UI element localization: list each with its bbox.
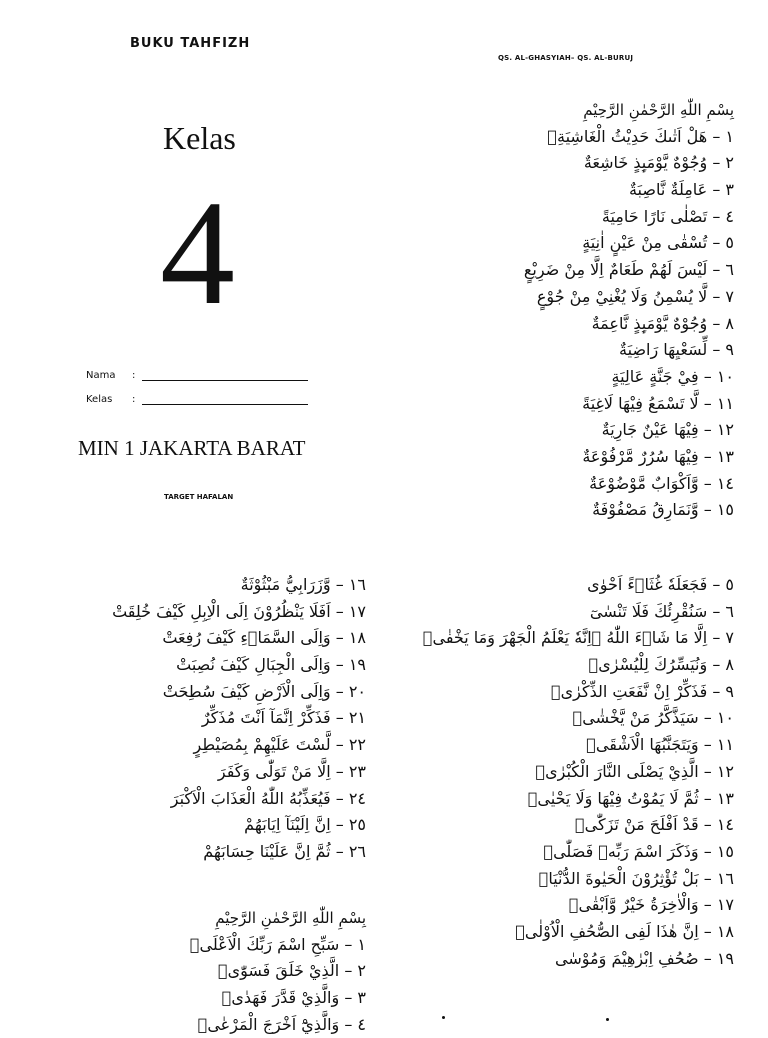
verse-line: ٣ – عَامِلَةٌ نَّاصِبَةٌ: [628, 180, 734, 200]
verse-line: ١ – هَلْ اَتٰىكَ حَدِيْثُ الْغَاشِيَةِۗ: [547, 126, 734, 146]
al-ghasyiah-part2-block: [26, 572, 366, 866]
verse-line: ١٧ – وَالْاٰخِرَةُ خَيْرٌ وَّاَبْقٰىۗ: [568, 895, 734, 915]
class-heading: Kelas: [163, 120, 236, 156]
verse-line: ٧ – اِلَّا مَا شَاۤءَ اللّٰهُ ۗاِنَّهٗ يَعْلَمُ الْجَهْرَ وَمَا يَخْفٰىۗ: [422, 628, 734, 648]
class-field-label: Kelas: [86, 394, 113, 405]
text-fragment-mark: [606, 1018, 609, 1021]
verse-line: ١٩ – صُحُفِ اِبْرٰهِيْمَ وَمُوْسٰى: [555, 948, 734, 968]
verse-line: ١٠ – فِيْ جَنَّةٍ عَالِيَةٍ: [611, 366, 734, 386]
verse-line: ٣ – وَالَّذِيْ قَدَّرَ فَهَدٰىۖ: [221, 988, 366, 1008]
verse-line: ٢٦ – ثُمَّ اِنَّ عَلَيْنَا حِسَابَهُمْ: [203, 841, 366, 861]
text-fragment-mark: [442, 1016, 445, 1019]
verse-line: ٥ – تُسْقٰى مِنْ عَيْنٍ اٰنِيَةٍ: [582, 233, 734, 253]
al-ala-part1-block: [26, 905, 366, 1038]
verse-line: ٩ – فَذَكِّرْ اِنْ نَّفَعَتِ الذِّكْرٰىۗ: [551, 681, 734, 701]
verse-line: ١٨ – اِنَّ هٰذَا لَفِى الصُّحُفِ الْاُوْلٰىۙ: [515, 921, 734, 941]
verse-line: ١٧ – اَفَلَا يَنْظُرُوْنَ اِلَى الْاِبِلِ كَيْفَ خُلِقَتْ: [112, 601, 366, 621]
class-blank-line[interactable]: [142, 394, 308, 405]
name-field-label: Nama: [86, 370, 116, 381]
field-colon: :: [132, 394, 136, 405]
field-colon: :: [132, 370, 136, 381]
verse-line: ٢ – وُجُوْهٌ يَّوْمَىِٕذٍ خَاشِعَةٌ: [583, 153, 734, 173]
verse-line: ١٤ – قَدْ اَفْلَحَ مَنْ تَزَكّٰىۙ: [575, 815, 734, 835]
basmalah: بِسْمِ اللّٰهِ الرَّحْمٰنِ الرَّحِيْمِ: [215, 909, 366, 927]
verse-line: ١٩ – وَاِلَى الْجِبَالِ كَيْفَ نُصِبَتْ: [176, 655, 366, 675]
verse-line: ٦ – سَنُقْرِئُكَ فَلَا تَنْسٰىٓ: [589, 601, 734, 621]
name-field-row: [86, 370, 308, 381]
name-blank-line[interactable]: [142, 370, 308, 381]
verse-line: ٢٤ – فَيُعَذِّبُهُ اللّٰهُ الْعَذَابَ الْاَكْبَرَ: [170, 788, 366, 808]
verse-list: [26, 572, 366, 866]
basmalah: بِسْمِ اللّٰهِ الرَّحْمٰنِ الرَّحِيْمِ: [583, 101, 734, 119]
book-title: BUKU TAHFIZH: [130, 36, 251, 51]
verse-line: ٦ – لَيْسَ لَهُمْ طَعَامٌ اِلَّا مِنْ ضَرِيْعٍ: [523, 260, 734, 280]
surah-range-header: QS. AL-GHASYIAH– QS. AL-BURUJ: [498, 54, 634, 62]
verse-line: ١١ – لَّا تَسْمَعُ فِيْهَا لَاغِيَةً: [582, 393, 734, 413]
verse-line: ١٦ – وَّزَرَابِيُّ مَبْثُوْثَةٌ: [240, 575, 366, 594]
verse-line: ٤ – وَالَّذِيْٓ اَخْرَجَ الْمَرْعٰىۖ: [197, 1014, 366, 1034]
verse-line: ١٣ – ثُمَّ لَا يَمُوْتُ فِيْهَا وَلَا يَحْيٰىۗ: [527, 788, 734, 808]
verse-line: ٤ – تَصْلٰى نَارًا حَامِيَةً: [601, 206, 734, 226]
verse-list: [434, 97, 734, 524]
verse-line: ٢٥ – اِنَّ اِلَيْنَآ اِيَابَهُمْ: [244, 815, 366, 835]
verse-line: ١٦ – بَلْ تُؤْثِرُوْنَ الْحَيٰوةَ الدُّنْيَاۖ: [538, 868, 734, 888]
verse-line: ٢٢ – لَّسْتَ عَلَيْهِمْ بِمُصَيْطِرٍ: [193, 735, 366, 755]
cut-off-text-fragment: [420, 1013, 720, 1024]
verse-line: ٢ – الَّذِيْ خَلَقَ فَسَوّٰىۖ: [217, 961, 366, 981]
al-ala-part2-block: [404, 572, 734, 972]
verse-line: ١ – سَبِّحِ اسْمَ رَبِّكَ الْاَعْلَىۙ: [189, 934, 366, 954]
verse-line: ١٨ – وَاِلَى السَّمَاۤءِ كَيْفَ رُفِعَتْ: [162, 628, 366, 648]
verse-line: ٨ – وَنُيَسِّرُكَ لِلْيُسْرٰىۖ: [588, 655, 734, 675]
verse-line: ١١ – وَيَتَجَنَّبُهَا الْاَشْقَىۙ: [586, 735, 734, 755]
verse-line: ٢١ – فَذَكِّرْ اِنَّمَآ اَنْتَ مُذَكِّرٌ: [201, 708, 366, 728]
al-ghasyiah-part1-block: [434, 97, 734, 524]
verse-line: ١٣ – فِيْهَا سُرُرٌ مَّرْفُوْعَةٌ: [582, 446, 734, 466]
verse-line: ١٢ – فِيْهَا عَيْنٌ جَارِيَةٌ: [601, 420, 734, 440]
verse-line: ٢٠ – وَاِلَى الْاَرْضِ كَيْفَ سُطِحَتْ: [162, 681, 366, 701]
verse-line: ١٢ – الَّذِيْ يَصْلَى النَّارَ الْكُبْرٰىۚ: [535, 761, 734, 781]
verse-list: [26, 905, 366, 1038]
target-hafalan-label: TARGET HAFALAN: [164, 493, 234, 501]
verse-line: ١٥ – وَذَكَرَ اسْمَ رَبِّهٖ فَصَلّٰىۗ: [543, 841, 734, 861]
grade-number: 4: [160, 170, 235, 336]
class-field-row: [86, 394, 308, 405]
verse-line: ٨ – وُجُوْهٌ يَّوْمَىِٕذٍ نَّاعِمَةٌ: [591, 313, 734, 333]
verse-line: ٩ – لِّسَعْيِهَا رَاضِيَةٌ: [619, 340, 734, 360]
verse-line: ١٤ – وَّاَكْوَابٌ مَّوْضُوْعَةٌ: [589, 473, 734, 493]
verse-list: [404, 572, 734, 972]
school-name: MIN 1 JAKARTA BARAT: [78, 436, 306, 460]
verse-line: ٥ – فَجَعَلَهٗ غُثَاۤءً اَحْوٰى: [587, 575, 734, 594]
verse-line: ٧ – لَّا يُسْمِنُ وَلَا يُغْنِيْ مِنْ جُوْعٍ: [536, 286, 734, 306]
verse-line: ١٥ – وَّنَمَارِقُ مَصْفُوْفَةٌ: [592, 500, 734, 520]
verse-line: ١٠ – سَيَذَّكَّرُ مَنْ يَّخْشٰىۙ: [572, 708, 734, 728]
verse-line: ٢٣ – اِلَّا مَنْ تَوَلّٰى وَكَفَرَ: [217, 761, 366, 781]
